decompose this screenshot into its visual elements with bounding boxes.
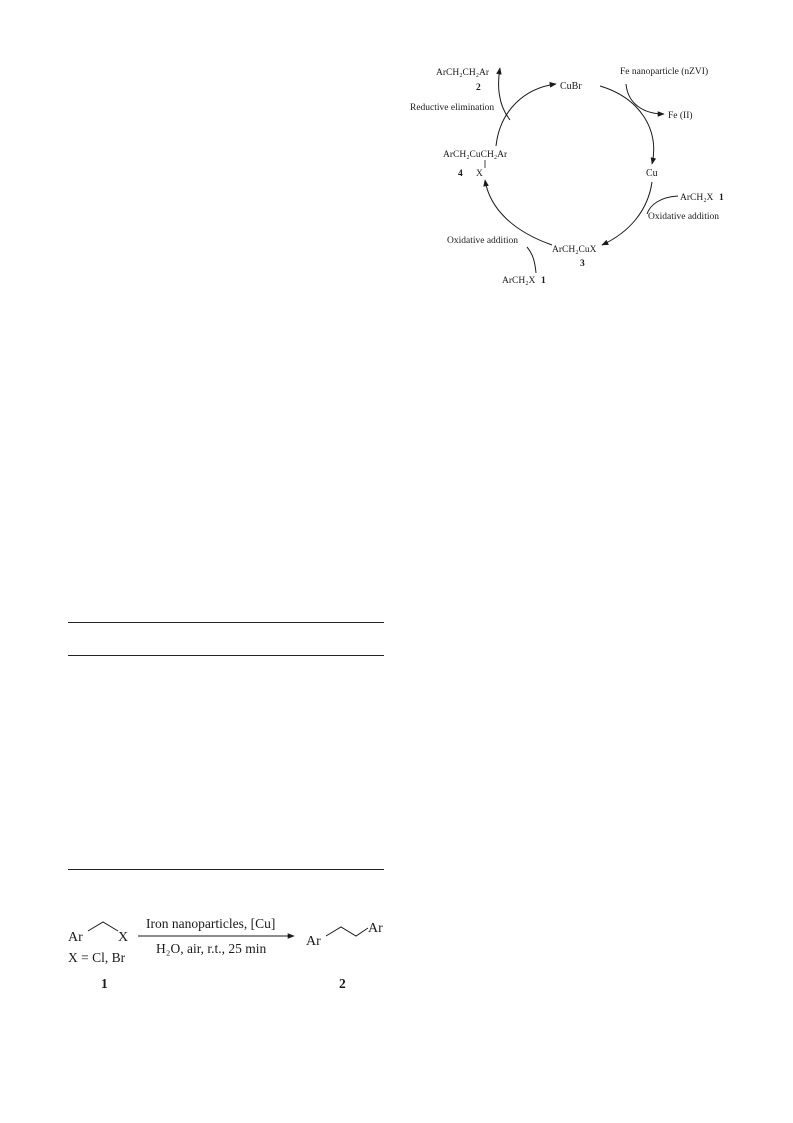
cubr-label: CuBr	[560, 81, 582, 92]
arc-cu-to-3	[602, 182, 652, 245]
arc-cubr-to-cu	[600, 86, 654, 164]
fe2-label: Fe (II)	[668, 111, 693, 121]
reactant-bonds	[88, 922, 118, 931]
conditions-bottom: H₂O, air, r.t., 25 min	[156, 941, 267, 956]
arc-4-to-cubr	[496, 84, 556, 146]
intermediate3-number: 3	[580, 259, 585, 269]
reagent-bottom-number: 1	[541, 276, 546, 286]
oxidative-addition-left-label: Oxidative addition	[447, 236, 518, 246]
arrow-fe-nano	[626, 84, 664, 114]
conditions-top: Iron nanoparticles, [Cu]	[146, 916, 276, 931]
product-number: 2	[339, 976, 346, 991]
x-definition: X = Cl, Br	[68, 950, 126, 965]
table-top-rule	[68, 622, 384, 623]
arrow-reagent-bottom	[527, 247, 536, 273]
reductive-elimination-label: Reductive elimination	[410, 103, 495, 113]
reagent-bottom-label: ArCH₂X	[502, 276, 536, 286]
intermediate4-label: ArCH₂CuCH₂Ar	[443, 150, 508, 160]
reactant-ar: Ar	[68, 930, 83, 945]
intermediate4-number: 4	[458, 169, 463, 179]
product-label: ArCH₂CH₂Ar	[436, 68, 490, 78]
intermediate3-label: ArCH₂CuX	[552, 245, 597, 255]
reactant-x: X	[118, 930, 129, 945]
product-number: 2	[476, 83, 481, 93]
oxidative-addition-right-label: Oxidative addition	[648, 212, 719, 222]
fe-nanoparticle-label: Fe nanoparticle (nZVI)	[620, 67, 709, 77]
table-header-rule	[68, 655, 384, 656]
product-ar-left: Ar	[306, 934, 321, 949]
reagent-right-label: ArCH₂X	[680, 193, 714, 203]
reactant-number: 1	[101, 976, 108, 991]
product-bonds	[326, 927, 368, 936]
intermediate4-x: X	[476, 169, 483, 179]
reaction-scheme	[0, 900, 400, 1000]
catalytic-cycle-diagram	[0, 0, 793, 300]
reagent-right-number: 1	[719, 193, 724, 203]
cu-label: Cu	[646, 168, 658, 179]
table-bottom-rule	[68, 869, 384, 870]
product-ar-right: Ar	[368, 921, 383, 936]
